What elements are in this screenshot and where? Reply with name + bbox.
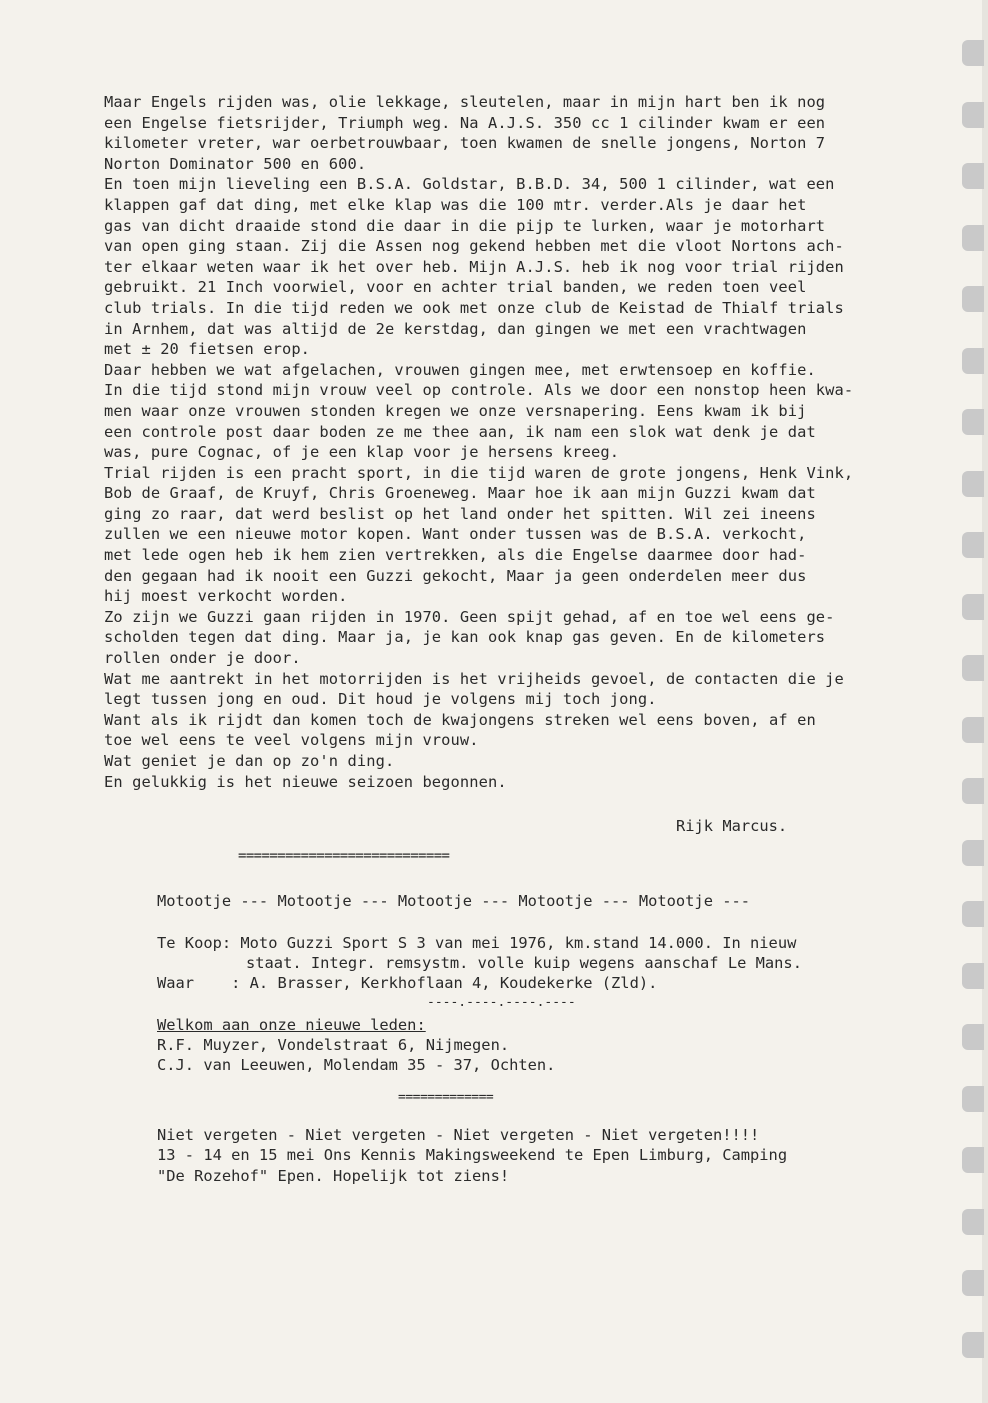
story-line: in Arnhem, dat was altijd de 2e kerstdag, dan gingen we met een vrachtwagen (104, 319, 807, 338)
binder-hole (962, 409, 984, 435)
notice-line: 13 - 14 en 15 mei Ons Kennis Makingsweekend te Epen Limburg, Camping (157, 1146, 788, 1164)
story-line: een controle post daar boden ze me thee aan, ik nam een slok wat denk je dat (104, 422, 816, 441)
binder-hole (962, 40, 984, 66)
binder-hole (962, 471, 984, 497)
story-line: was, pure Cognac, of je een klap voor je hersens kreeg. (104, 443, 620, 462)
story-line: van open ging staan. Zij die Assen nog gekend hebben met die vloot Nortons ach- (104, 237, 844, 256)
notice-line: "De Rozehof" Epen. Hopelijk tot ziens! (157, 1167, 510, 1185)
story-line: Wat me aantrekt in het motorrijden is het vrijheids gevoel, de contacten die je (104, 669, 844, 688)
binder-hole (962, 717, 984, 743)
story-line: Zo zijn we Guzzi gaan rijden in 1970. Geen spijt gehad, af en toe wel eens ge- (104, 607, 835, 626)
story-line: legt tussen jong en oud. Dit houd je volgens mij toch jong. (104, 690, 657, 709)
story-line: Trial rijden is een pracht sport, in die tijd waren de grote jongens, Henk Vink, (104, 463, 854, 482)
ad-for-sale-line: Te Koop: Moto Guzzi Sport S 3 van mei 1976, km.stand 14.000. In nieuw (157, 934, 797, 952)
binder-hole (962, 348, 984, 374)
story-line: zullen we een nieuwe motor kopen. Want onder tussen was de B.S.A. verkocht, (104, 525, 807, 544)
ad-header: Motootje --- Motootje --- Motootje --- Motootje --- Motootje --- (157, 892, 751, 910)
binder-hole (962, 1147, 984, 1173)
member-entry: C.J. van Leeuwen, Molendam 35 - 37, Ochten. (157, 1056, 556, 1074)
story-line: club trials. In die tijd reden we ook met onze club de Keistad de Thialf trials (104, 298, 844, 317)
story-line: Daar hebben we wat afgelachen, vrouwen gingen mee, met erwtensoep en koffie. (104, 360, 816, 379)
binder-hole (962, 1086, 984, 1112)
binder-hole (962, 1270, 984, 1296)
ad-address-line: Waar : A. Brasser, Kerkhoflaan 4, Koudekerke (Zld). (157, 974, 658, 992)
divider-line: ============= (398, 1090, 494, 1105)
story-line: In die tijd stond mijn vrouw veel op controle. Als we door een nonstop heen kwa- (104, 381, 854, 400)
binder-hole (962, 778, 984, 804)
story-line: kilometer vreter, war oerbetrouwbaar, toen kwamen de snelle jongens, Norton 7 (104, 134, 826, 153)
story-line: En toen mijn lieveling een B.S.A. Goldstar, B.B.D. 34, 500 1 cilinder, wat een (104, 175, 835, 194)
binder-hole (962, 225, 984, 251)
story-line: ter elkaar weten waar ik het over heb. Mijn A.J.S. heb ik nog voor trial rijden (104, 257, 844, 276)
member-entry: R.F. Muyzer, Vondelstraat 6, Nijmegen. (157, 1036, 510, 1054)
story-line: den gegaan had ik nooit een Guzzi gekocht, Maar ja geen onderdelen meer dus (104, 566, 807, 585)
story-line: Want als ik rijdt dan komen toch de kwajongens streken wel eens boven, af en (104, 710, 816, 729)
story-line: gebruikt. 21 Inch voorwiel, voor en achter trial banden, we reden toen veel (104, 278, 807, 297)
binder-hole (962, 840, 984, 866)
story-line: met ± 20 fietsen erop. (104, 340, 311, 359)
story-line: scholden tegen dat ding. Maar ja, je kan ook knap gas geven. En de kilometers (104, 628, 826, 647)
binder-hole (962, 1332, 984, 1358)
binder-hole (962, 102, 984, 128)
members-heading: Welkom aan onze nieuwe leden: (157, 1016, 426, 1034)
author-signature: Rijk Marcus. (676, 817, 788, 835)
story-line: met lede ogen heb ik hem zien vertrekken, als die Engelse daarmee door had- (104, 546, 807, 565)
story-line: Maar Engels rijden was, olie lekkage, sleutelen, maar in mijn hart ben ik nog (104, 93, 826, 111)
story-line: klappen gaf dat ding, met elke klap was die 100 mtr. verder.Als je daar het (104, 195, 807, 214)
divider-line: =========================== (238, 848, 450, 864)
story-line: rollen onder je door. (104, 649, 301, 668)
story-line: Wat geniet je dan op zo'n ding. (104, 752, 395, 770)
story-line: toe wel eens te veel volgens mijn vrouw. (104, 731, 479, 750)
binder-hole (962, 963, 984, 989)
page-edge (982, 0, 988, 1403)
binder-hole (962, 1024, 984, 1050)
story-line: Norton Dominator 500 en 600. (104, 154, 367, 173)
story-line: Bob de Graaf, de Kruyf, Chris Groeneweg. Maar hoe ik aan mijn Guzzi kwam dat (104, 484, 816, 503)
ad-separator: ----.----.----.---- (427, 995, 576, 1010)
notice-line: Niet vergeten - Niet vergeten - Niet vergeten - Niet vergeten!!!! (157, 1126, 760, 1144)
ad-condition-line: staat. Integr. remsystm. volle kuip wegens aanschaf Le Mans. (246, 954, 802, 972)
story-text (104, 92, 924, 792)
binder-hole (962, 901, 984, 927)
binder-hole (962, 1209, 984, 1235)
binder-hole (962, 594, 984, 620)
story-line: een Engelse fietsrijder, Triumph weg. Na A.J.S. 350 cc 1 cilinder kwam er een (104, 113, 826, 132)
story-line: men waar onze vrouwen stonden kregen we onze versnapering. Eens kwam ik bij (104, 401, 807, 420)
story-line: ging zo raar, dat werd beslist op het land onder het spitten. Wil zei ineens (104, 504, 816, 523)
story-line: En gelukkig is het nieuwe seizoen begonnen. (104, 772, 507, 791)
story-line: gas van dicht draaide stond die daar in die pijp te lurken, waar je motorhart (104, 216, 826, 235)
story-line: hij moest verkocht worden. (104, 587, 348, 606)
binder-hole (962, 286, 984, 312)
binder-hole (962, 163, 984, 189)
binder-hole (962, 655, 984, 681)
binder-hole (962, 532, 984, 558)
